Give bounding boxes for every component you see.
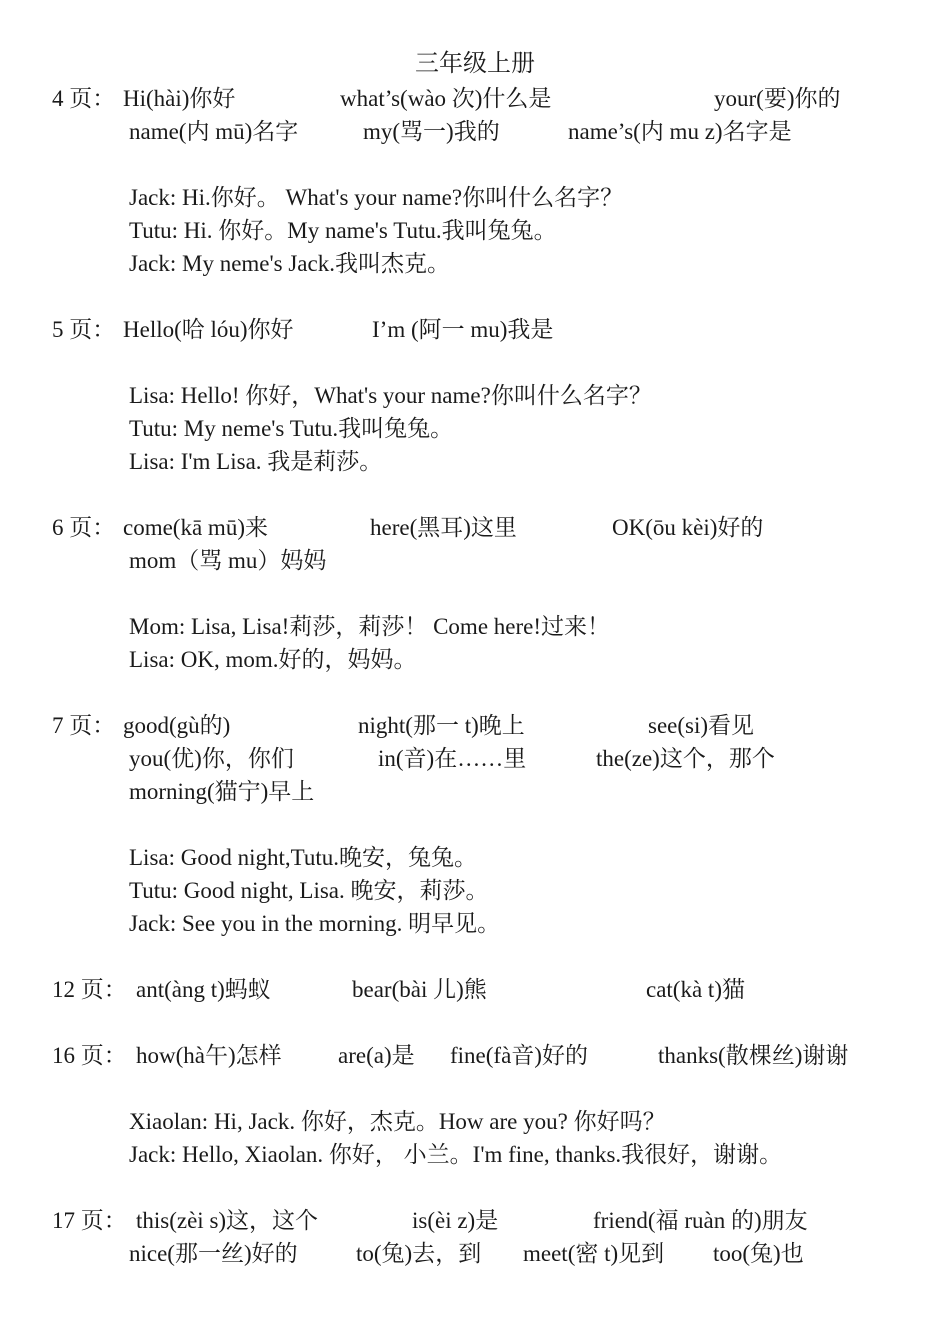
dialogue-line: Jack: Hello, Xiaolan. 你好， 小兰。I'm fine, thanks.我很好，谢谢。 [129,1142,783,1167]
page-label: 5 页： [52,317,116,342]
vocab-item: nice(那一丝)好的 [129,1241,298,1266]
vocab-item: too(兔)也 [713,1241,804,1266]
document-title: 三年级上册 [415,51,535,77]
dialogue-line: Mom: Lisa, Lisa!莉莎，莉莎！ Come here!过来！ [129,614,611,639]
dialogue-line: Lisa: Good night,Tutu.晚安，兔兔。 [129,845,478,870]
dialogue-line: Lisa: I'm Lisa. 我是莉莎。 [129,449,383,474]
vocab-item: the(ze)这个，那个 [596,746,775,771]
vocab-item: fine(fà音)好的 [450,1043,588,1068]
vocab-item: OK(ōu kèi)好的 [612,515,764,540]
vocab-item: thanks(散棵丝)谢谢 [658,1043,849,1068]
vocab-item: is(èi z)是 [412,1208,499,1233]
vocab-item: Hello(哈 lóu)你好 [123,317,294,342]
dialogue-line: Jack: My neme's Jack.我叫杰克。 [129,251,450,276]
dialogue-line: Jack: Hi.你好。 What's your name?你叫什么名字？ [129,185,624,210]
vocab-item: are(a)是 [338,1043,415,1068]
vocab-item: name’s(内 mu z)名字是 [568,119,792,144]
vocab-item: night(那一 t)晚上 [358,713,525,738]
dialogue-line: Jack: See you in the morning. 明早见。 [129,911,501,936]
vocab-item: here(黑耳)这里 [370,515,517,540]
dialogue-line: Lisa: Hello! 你好，What's your name?你叫什么名字？ [129,383,652,408]
page-label: 16 页： [52,1043,127,1068]
dialogue-line: Tutu: Good night, Lisa. 晚安，莉莎。 [129,878,489,903]
vocab-item: my(骂一)我的 [363,119,500,144]
vocab-item: I’m (阿一 mu)我是 [372,317,554,342]
vocab-item: ant(àng t)蚂蚁 [136,977,271,1002]
page-label: 7 页： [52,713,116,738]
vocab-item: mom（骂 mu）妈妈 [129,548,327,573]
dialogue-line: Tutu: Hi. 你好。My name's Tutu.我叫兔兔。 [129,218,557,243]
vocab-item: what’s(wào 次)什么是 [340,86,552,111]
vocab-item: meet(密 t)见到 [523,1241,665,1266]
vocab-item: morning(猫宁)早上 [129,779,315,804]
page-label: 12 页： [52,977,127,1002]
dialogue-line: Xiaolan: Hi, Jack. 你好，杰克。How are you? 你好吗？ [129,1109,666,1134]
vocab-item: bear(bài 儿)熊 [352,977,487,1002]
vocab-item: Hi(hài)你好 [123,86,236,111]
page-label: 6 页： [52,515,116,540]
vocab-item: good(gù的) [123,713,231,738]
dialogue-line: Lisa: OK, mom.好的，妈妈。 [129,647,417,672]
vocab-item: name(内 mū)名字 [129,119,299,144]
vocab-item: your(要)你的 [714,86,841,111]
vocab-item: come(kā mū)来 [123,515,268,540]
page-label: 4 页： [52,86,116,111]
vocab-item: friend(福 ruàn 的)朋友 [593,1208,808,1233]
vocab-item: this(zèi s)这，这个 [136,1208,319,1233]
vocab-item: to(兔)去，到 [356,1241,482,1266]
vocab-item: how(hà午)怎样 [136,1043,282,1068]
vocab-item: you(优)你，你们 [129,746,294,771]
page-label: 17 页： [52,1208,127,1233]
dialogue-line: Tutu: My neme's Tutu.我叫兔兔。 [129,416,454,441]
vocab-item: in(音)在……里 [378,746,527,771]
vocab-item: cat(kà t)猫 [646,977,745,1002]
vocab-item: see(si)看见 [648,713,755,738]
